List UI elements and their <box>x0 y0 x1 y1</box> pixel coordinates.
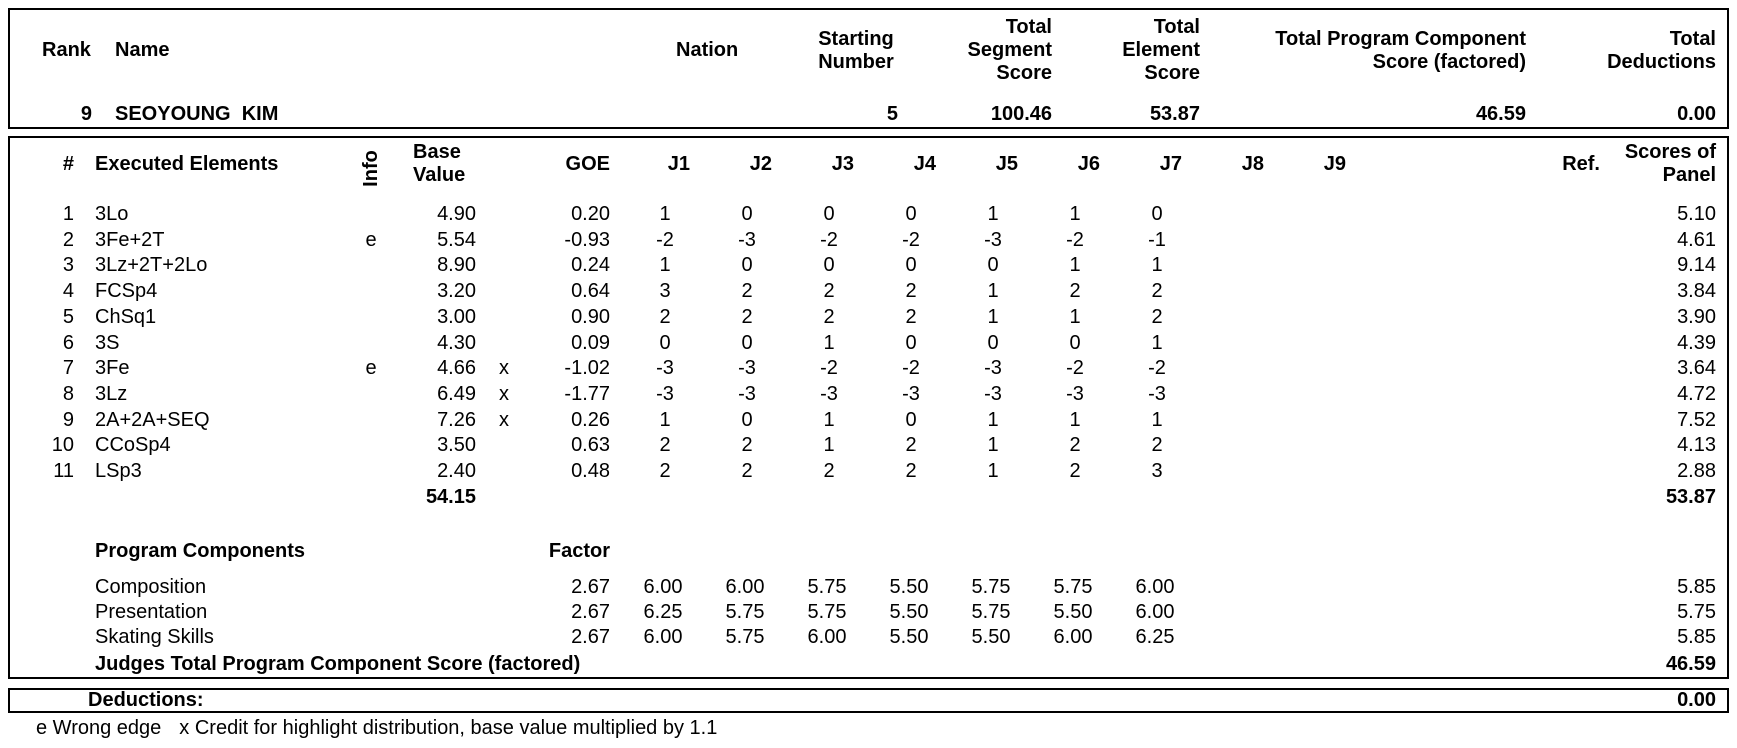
element-name: LSp3 <box>95 460 142 482</box>
element-panel-score: 9.14 <box>1677 254 1716 276</box>
element-name: 3S <box>95 332 120 354</box>
skater-total-pcs: 46.59 <box>1475 103 1526 125</box>
component-name: Skating Skills <box>95 626 214 648</box>
element-judge-1-score: -3 <box>656 357 674 379</box>
element-base-value: 4.66 <box>437 357 476 379</box>
component-judge-7-score: 6.00 <box>1135 576 1175 598</box>
component-judge-4-score: 5.50 <box>889 601 929 623</box>
element-name: FCSp4 <box>95 280 158 302</box>
element-info: e <box>365 357 377 379</box>
element-judge-1-score: -2 <box>656 229 674 251</box>
element-judge-1-score: 3 <box>659 280 671 302</box>
component-judge-2-score: 5.75 <box>725 601 765 623</box>
element-panel-score: 3.64 <box>1677 357 1716 379</box>
element-name: 3Lz+2T+2Lo <box>95 254 208 276</box>
element-judge-7-score: 1 <box>1151 332 1163 354</box>
element-judge-2-score: 0 <box>741 203 753 225</box>
component-panel-score: 5.85 <box>1677 626 1716 648</box>
element-number: 1 <box>62 203 74 225</box>
element-judge-2-score: 2 <box>741 434 753 456</box>
element-judge-2-score: 2 <box>741 460 753 482</box>
nation-label: Nation <box>676 39 739 61</box>
element-panel-score: 2.88 <box>1677 460 1716 482</box>
skater-total-deductions: 0.00 <box>1677 103 1716 125</box>
component-judge-7-score: 6.25 <box>1135 626 1175 648</box>
element-panel-score: 4.61 <box>1677 229 1716 251</box>
element-judge-7-score: -2 <box>1148 357 1166 379</box>
element-judge-3-score: -2 <box>820 229 838 251</box>
col-judge-8-label: J8 <box>1241 153 1264 175</box>
component-judge-3-score: 6.00 <box>807 626 847 648</box>
component-judge-2-score: 5.75 <box>725 626 765 648</box>
element-judge-6-score: 2 <box>1069 460 1081 482</box>
element-judge-6-score: -2 <box>1066 229 1084 251</box>
element-judge-4-score: 2 <box>905 280 917 302</box>
component-panel-score: 5.85 <box>1677 576 1716 598</box>
component-judge-5-score: 5.75 <box>971 576 1011 598</box>
element-judge-4-score: 0 <box>905 409 917 431</box>
element-goe: -1.77 <box>564 383 610 405</box>
factor-label: Factor <box>548 540 610 562</box>
col-judge-1-label: J1 <box>667 153 690 175</box>
element-base-value: 4.30 <box>437 332 476 354</box>
element-goe: 0.24 <box>571 254 610 276</box>
element-base-value: 4.90 <box>437 203 476 225</box>
element-judge-5-score: 1 <box>987 306 999 328</box>
element-judge-5-score: 1 <box>987 409 999 431</box>
legend-highlight-distribution: x Credit for highlight distribution, base value multiplied by 1.1 <box>179 717 718 739</box>
element-judge-6-score: 1 <box>1069 203 1081 225</box>
element-goe: 0.20 <box>571 203 610 225</box>
element-panel-score: 3.84 <box>1677 280 1716 302</box>
element-judge-6-score: 2 <box>1069 434 1081 456</box>
element-judge-5-score: -3 <box>984 383 1002 405</box>
component-judge-1-score: 6.00 <box>643 576 683 598</box>
col-judge-5-label: J5 <box>995 153 1018 175</box>
element-judge-2-score: 2 <box>741 306 753 328</box>
element-number: 11 <box>53 460 74 482</box>
element-number: 6 <box>62 332 74 354</box>
program-components-title: Program Components <box>95 540 306 562</box>
skater-starting-number: 5 <box>886 103 898 125</box>
element-judge-4-score: 0 <box>905 203 917 225</box>
element-judge-3-score: 0 <box>823 254 835 276</box>
element-judge-6-score: -2 <box>1066 357 1084 379</box>
judges-total-pcs-value: 46.59 <box>1665 653 1716 675</box>
element-judge-1-score: 2 <box>659 434 671 456</box>
element-judge-5-score: 1 <box>987 434 999 456</box>
element-panel-score: 5.10 <box>1677 203 1716 225</box>
element-number: 4 <box>62 280 74 302</box>
element-judge-3-score: 2 <box>823 306 835 328</box>
element-base-value: 3.20 <box>437 280 476 302</box>
element-judge-2-score: 2 <box>741 280 753 302</box>
total-deductions-label: Total Deductions <box>1607 28 1716 73</box>
element-name: 3Fe+2T <box>95 229 165 251</box>
element-goe: -1.02 <box>564 357 610 379</box>
element-name: ChSq1 <box>95 306 157 328</box>
component-judge-6-score: 5.50 <box>1053 601 1093 623</box>
element-judge-5-score: 0 <box>987 254 999 276</box>
element-judge-2-score: 0 <box>741 254 753 276</box>
element-panel-score: 4.72 <box>1677 383 1716 405</box>
element-judge-6-score: 0 <box>1069 332 1081 354</box>
element-judge-5-score: -3 <box>984 229 1002 251</box>
element-judge-4-score: -2 <box>902 229 920 251</box>
component-factor: 2.67 <box>571 626 610 648</box>
base-value-total: 54.15 <box>425 486 476 508</box>
col-judge-3-label: J3 <box>831 153 854 175</box>
element-judge-5-score: 1 <box>987 203 999 225</box>
element-goe: 0.90 <box>571 306 610 328</box>
element-judge-1-score: 1 <box>659 409 671 431</box>
component-judge-1-score: 6.25 <box>643 601 683 623</box>
element-name: 3Lo <box>95 203 129 225</box>
element-judge-2-score: -3 <box>738 383 756 405</box>
element-goe: 0.26 <box>571 409 610 431</box>
skater-rank: 9 <box>80 103 92 125</box>
legend-wrong-edge: e Wrong edge <box>36 717 162 739</box>
component-judge-6-score: 6.00 <box>1053 626 1093 648</box>
element-number: 10 <box>51 434 74 456</box>
element-judge-1-score: 2 <box>659 306 671 328</box>
element-judge-3-score: 1 <box>823 332 835 354</box>
component-judge-5-score: 5.75 <box>971 601 1011 623</box>
element-judge-4-score: 0 <box>905 254 917 276</box>
element-goe: 0.09 <box>571 332 610 354</box>
component-judge-5-score: 5.50 <box>971 626 1011 648</box>
element-judge-4-score: 0 <box>905 332 917 354</box>
element-judge-7-score: 2 <box>1151 280 1163 302</box>
element-judge-1-score: -3 <box>656 383 674 405</box>
element-judge-3-score: -2 <box>820 357 838 379</box>
element-judge-7-score: 1 <box>1151 254 1163 276</box>
element-judge-7-score: 2 <box>1151 434 1163 456</box>
element-judge-7-score: -3 <box>1148 383 1166 405</box>
element-judge-4-score: 2 <box>905 460 917 482</box>
element-judge-1-score: 0 <box>659 332 671 354</box>
deductions-box <box>8 688 1729 713</box>
element-judge-5-score: 1 <box>987 280 999 302</box>
col-judge-7-label: J7 <box>1159 153 1182 175</box>
deductions-label: Deductions: <box>88 689 204 711</box>
element-base-value: 8.90 <box>437 254 476 276</box>
name-label: Name <box>115 39 170 61</box>
element-base-value: 3.00 <box>437 306 476 328</box>
element-judge-2-score: 0 <box>741 332 753 354</box>
element-number: 2 <box>62 229 74 251</box>
element-base-value: 3.50 <box>437 434 476 456</box>
rank-label: Rank <box>42 39 91 61</box>
element-panel-score: 4.39 <box>1677 332 1716 354</box>
element-judge-7-score: 3 <box>1151 460 1163 482</box>
element-bv-marker: x <box>499 383 509 405</box>
component-judge-1-score: 6.00 <box>643 626 683 648</box>
element-judge-1-score: 2 <box>659 460 671 482</box>
element-number: 7 <box>62 357 74 379</box>
element-judge-4-score: -2 <box>902 357 920 379</box>
col-judge-2-label: J2 <box>749 153 772 175</box>
col-judge-6-label: J6 <box>1077 153 1100 175</box>
element-judge-6-score: -3 <box>1066 383 1084 405</box>
element-judge-5-score: 1 <box>987 460 999 482</box>
element-judge-2-score: -3 <box>738 229 756 251</box>
element-judge-6-score: 2 <box>1069 280 1081 302</box>
component-factor: 2.67 <box>571 576 610 598</box>
col-judge-4-label: J4 <box>913 153 936 175</box>
element-number: 8 <box>62 383 74 405</box>
element-panel-score: 7.52 <box>1677 409 1716 431</box>
judges-total-pcs-label: Judges Total Program Component Score (factored) <box>95 653 581 675</box>
col-base-value-label: Base Value <box>413 141 466 186</box>
col-scores-of-panel-label: Scores of Panel <box>1624 141 1716 186</box>
element-base-value: 5.54 <box>437 229 476 251</box>
component-factor: 2.67 <box>571 601 610 623</box>
element-goe: 0.63 <box>571 434 610 456</box>
deductions-value: 0.00 <box>1677 689 1716 711</box>
element-judge-4-score: -3 <box>902 383 920 405</box>
element-panel-score: 3.90 <box>1677 306 1716 328</box>
element-bv-marker: x <box>499 409 509 431</box>
total-element-score-label: Total Element Score <box>1122 16 1200 84</box>
element-judge-3-score: 2 <box>823 280 835 302</box>
element-judge-7-score: -1 <box>1148 229 1166 251</box>
element-judge-6-score: 1 <box>1069 254 1081 276</box>
component-judge-2-score: 6.00 <box>725 576 765 598</box>
skater-name: SEOYOUNG KIM <box>115 103 279 125</box>
element-base-value: 7.26 <box>437 409 476 431</box>
element-judge-7-score: 0 <box>1151 203 1163 225</box>
component-judge-6-score: 5.75 <box>1053 576 1093 598</box>
element-panel-score: 4.13 <box>1677 434 1716 456</box>
skater-total-segment-score: 100.46 <box>990 103 1052 125</box>
col-goe-label: GOE <box>565 153 610 175</box>
element-number: 5 <box>62 306 74 328</box>
element-judge-6-score: 1 <box>1069 306 1081 328</box>
element-number: 9 <box>62 409 74 431</box>
element-judge-3-score: 1 <box>823 409 835 431</box>
element-judge-7-score: 1 <box>1151 409 1163 431</box>
col-info-label: Info <box>359 149 382 187</box>
element-goe: -0.93 <box>564 229 610 251</box>
element-judge-3-score: 1 <box>823 434 835 456</box>
element-judge-7-score: 2 <box>1151 306 1163 328</box>
element-bv-marker: x <box>499 357 509 379</box>
element-judge-1-score: 1 <box>659 254 671 276</box>
component-judge-4-score: 5.50 <box>889 626 929 648</box>
component-name: Presentation <box>95 601 208 623</box>
element-number: 3 <box>62 254 74 276</box>
element-judge-5-score: -3 <box>984 357 1002 379</box>
element-judge-5-score: 0 <box>987 332 999 354</box>
element-goe: 0.48 <box>571 460 610 482</box>
element-judge-2-score: 0 <box>741 409 753 431</box>
col-executed-elements-label: Executed Elements <box>95 153 279 175</box>
total-pcs-label: Total Program Component Score (factored) <box>1275 28 1526 73</box>
starting-number-label: Starting Number <box>818 28 894 73</box>
element-judge-4-score: 2 <box>905 306 917 328</box>
col-num-label: # <box>62 153 74 175</box>
component-judge-4-score: 5.50 <box>889 576 929 598</box>
element-judge-2-score: -3 <box>738 357 756 379</box>
scores-of-panel-total: 53.87 <box>1665 486 1716 508</box>
component-judge-7-score: 6.00 <box>1135 601 1175 623</box>
element-judge-3-score: 2 <box>823 460 835 482</box>
component-judge-3-score: 5.75 <box>807 601 847 623</box>
element-name: 3Fe <box>95 357 130 379</box>
col-judge-9-label: J9 <box>1323 153 1346 175</box>
element-judge-6-score: 1 <box>1069 409 1081 431</box>
element-judge-1-score: 1 <box>659 203 671 225</box>
component-judge-3-score: 5.75 <box>807 576 847 598</box>
element-base-value: 2.40 <box>437 460 476 482</box>
element-name: 3Lz <box>95 383 128 405</box>
legend <box>36 716 735 740</box>
details-box <box>8 136 1729 679</box>
element-info: e <box>365 229 377 251</box>
skater-total-element-score: 53.87 <box>1149 103 1200 125</box>
element-base-value: 6.49 <box>437 383 476 405</box>
total-segment-score-label: Total Segment Score <box>967 16 1052 84</box>
element-judge-4-score: 2 <box>905 434 917 456</box>
element-judge-3-score: 0 <box>823 203 835 225</box>
element-goe: 0.64 <box>571 280 610 302</box>
col-ref-label: Ref. <box>1562 153 1600 175</box>
component-name: Composition <box>95 576 207 598</box>
element-judge-3-score: -3 <box>820 383 838 405</box>
component-panel-score: 5.75 <box>1677 601 1716 623</box>
element-name: 2A+2A+SEQ <box>95 409 210 431</box>
element-name: CCoSp4 <box>95 434 171 456</box>
